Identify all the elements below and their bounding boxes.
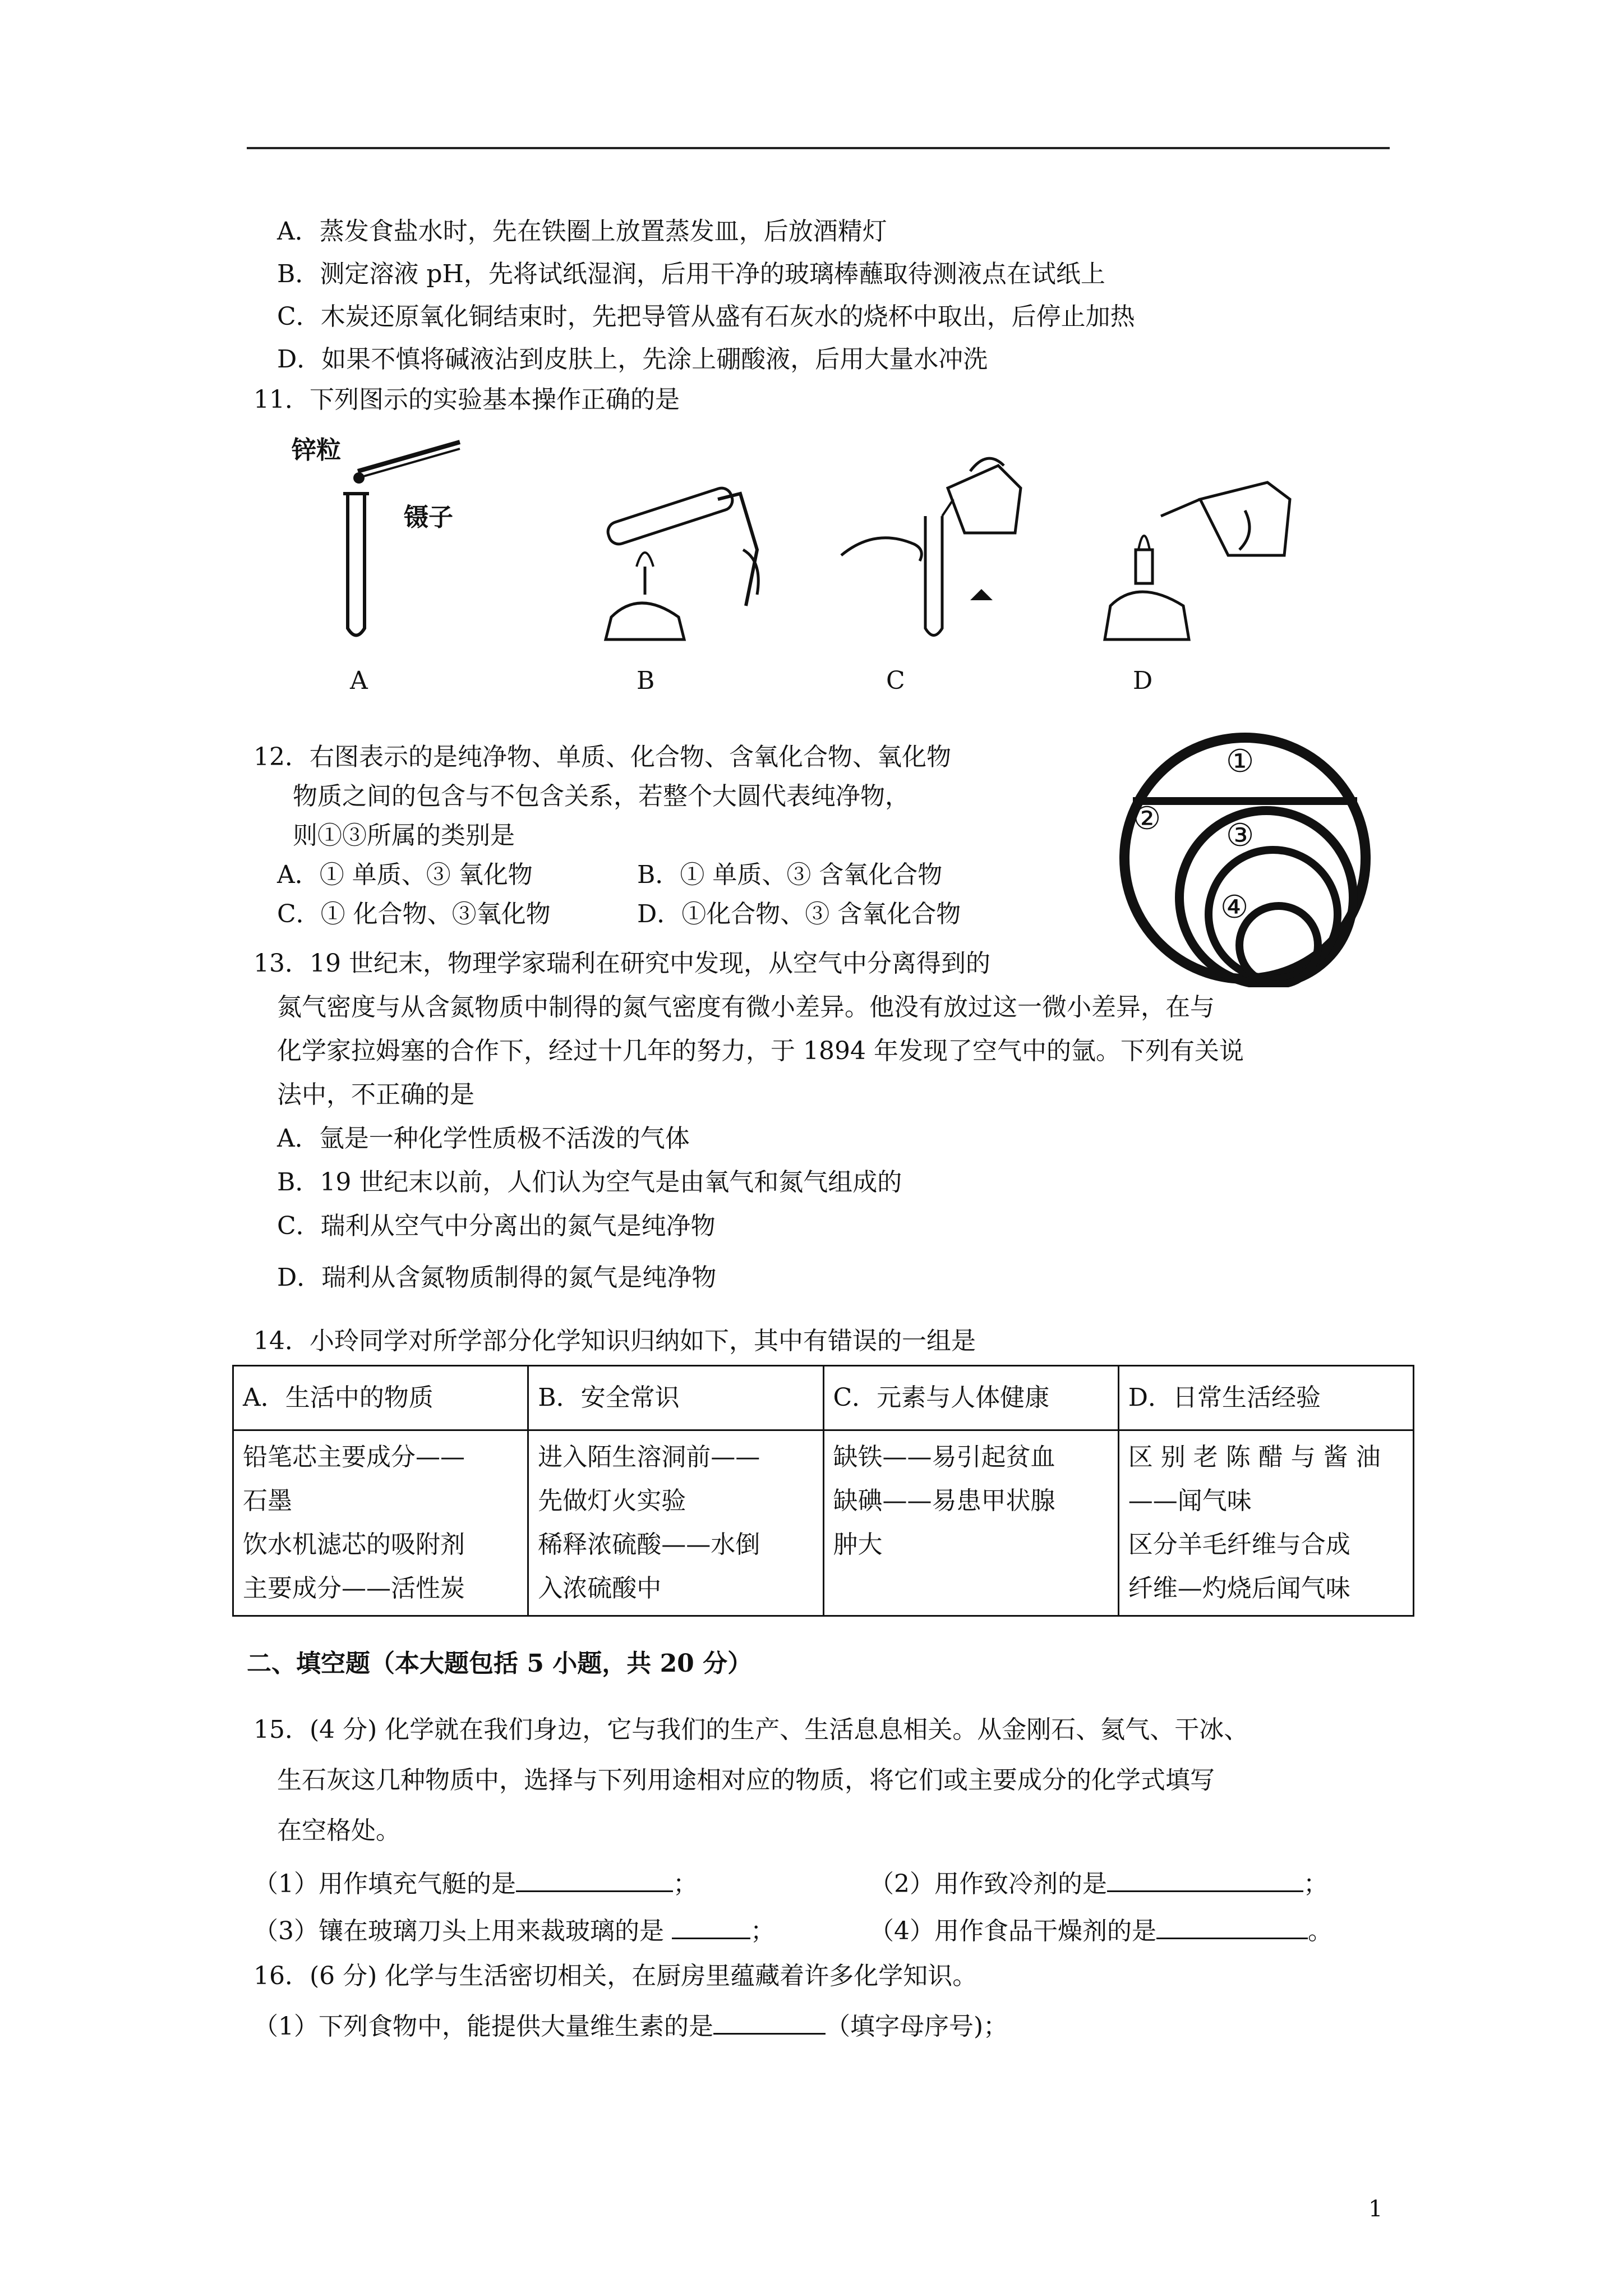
cell-line: ——闻气味 <box>1128 1487 1252 1515</box>
figure-b-heating-icon <box>589 466 791 651</box>
table-header-b: B．安全常识 <box>528 1366 823 1430</box>
q13-line-4: 法中，不正确的是 <box>277 1080 474 1109</box>
q12-line-1: 12．右图表示的是纯净物、单质、化合物、含氧化合物、氧化物 <box>253 743 951 771</box>
table-row <box>233 1430 1414 1616</box>
diagram-label-3: ③ <box>1226 817 1255 854</box>
figure-label-b: B <box>637 666 655 695</box>
q16-line-1: 16．(6 分) 化学与生活密切相关，在厨房里蕴藏着许多化学知识。 <box>253 1962 978 1990</box>
figure-label-d: D <box>1133 666 1153 695</box>
table-cell-a <box>233 1430 528 1616</box>
diagram-label-2: ② <box>1133 800 1161 837</box>
cell-line: 进入陌生溶洞前—— <box>538 1443 760 1471</box>
q15-answer-blank-3[interactable] <box>672 1913 750 1939</box>
q13-option-d: D．瑞利从含氮物质制得的氮气是纯净物 <box>277 1263 717 1292</box>
q15-sub3-text: （3）镶在玻璃刀头上用来裁玻璃的是 <box>253 1917 664 1945</box>
cell-line: 主要成分——活性炭 <box>243 1574 465 1603</box>
q12-line-3: 则①③所属的类别是 <box>293 821 515 850</box>
q16-sub1-text: （1）下列食物中，能提供大量维生素的是 <box>253 2012 713 2041</box>
cell-line: 铅笔芯主要成分—— <box>243 1443 465 1471</box>
cell-line: 石墨 <box>243 1487 292 1515</box>
q15-sub2-text: （2）用作致冷剂的是 <box>869 1870 1107 1898</box>
q12-option-b: B．① 单质、③ 含氧化合物 <box>637 861 943 889</box>
q13-line-3: 化学家拉姆塞的合作下，经过十几年的努力，于 1894 年发现了空气中的氩。下列有关说 <box>277 1037 1244 1065</box>
q14-table <box>232 1365 1414 1617</box>
diagram-label-1: ① <box>1226 743 1255 780</box>
table-cell-b <box>528 1430 823 1616</box>
diagram-label-4: ④ <box>1220 889 1249 926</box>
cell-line: 区 别 老 陈 醋 与 酱 油 <box>1128 1443 1381 1471</box>
q14-stem: 14．小玲同学对所学部分化学知识归纳如下，其中有错误的一组是 <box>253 1327 976 1355</box>
q13-line-1: 13．19 世纪末，物理学家瑞利在研究中发现，从空气中分离得到的 <box>253 949 990 978</box>
q15-line-2: 生石灰这几种物质中，选择与下列用途相对应的物质，将它们或主要成分的化学式填写 <box>277 1766 1215 1795</box>
figure-label-c: C <box>886 666 905 695</box>
cell-line: 缺铁——易引起贫血 <box>833 1443 1055 1471</box>
q13-option-b: B．19 世纪末以前，人们认为空气是由氧气和氮气组成的 <box>277 1168 902 1197</box>
header-rule <box>247 147 1390 149</box>
q10-option-b: B．测定溶液 pH，先将试纸湿润，后用干净的玻璃棒蘸取待测液点在试纸上 <box>277 260 1105 288</box>
q10-option-a: A．蒸发食盐水时，先在铁圈上放置蒸发皿，后放酒精灯 <box>277 217 887 246</box>
q13-line-2: 氮气密度与从含氮物质中制得的氮气密度有微小差异。他没有放过这一微小差异，在与 <box>277 993 1215 1022</box>
q13-option-c: C．瑞利从空气中分离出的氮气是纯净物 <box>277 1212 716 1240</box>
q12-option-d: D．①化合物、③ 含氧化合物 <box>637 900 961 928</box>
q10-option-d: D．如果不慎将碱液沾到皮肤上，先涂上硼酸液，后用大量水冲洗 <box>277 345 988 374</box>
table-header-a: A．生活中的物质 <box>233 1366 528 1430</box>
q15-sub2 <box>869 1866 1328 1900</box>
cell-line: 纤维—灼烧后闻气味 <box>1128 1574 1350 1603</box>
page-number: 1 <box>1368 2196 1383 2222</box>
q12-option-c: C．① 化合物、③氧化物 <box>277 900 551 928</box>
zinc-label: 锌粒 <box>292 436 341 464</box>
cell-line: 区分羊毛纤维与合成 <box>1128 1530 1350 1559</box>
q15-answer-blank-1[interactable] <box>516 1866 673 1892</box>
cell-line: 缺碘——易患甲状腺 <box>833 1487 1055 1515</box>
tweezers-label: 镊子 <box>404 503 453 532</box>
table-header-d: D．日常生活经验 <box>1118 1366 1413 1430</box>
q15-sub4 <box>869 1913 1332 1947</box>
q15-sub1 <box>253 1866 698 1900</box>
q15-line-1: 15．(4 分) 化学就在我们身边，它与我们的生产、生活息息相关。从金刚石、氦气、干冰、 <box>253 1715 1249 1744</box>
table-header-c: C．元素与人体健康 <box>823 1366 1118 1430</box>
q15-sub3 <box>253 1913 775 1947</box>
section-2-title: 二、填空题（本大题包括 5 小题，共 20 分） <box>247 1649 753 1678</box>
semicolon: ； <box>1303 1870 1328 1898</box>
q12-option-a: A．① 单质、③ 氧化物 <box>277 861 533 889</box>
q15-answer-blank-4[interactable] <box>1156 1913 1308 1939</box>
figure-c-pouring-icon <box>830 443 1043 656</box>
figure-label-a: A <box>350 666 368 695</box>
q12-line-2: 物质之间的包含与不包含关系，若整个大圆代表纯净物， <box>293 782 910 811</box>
table-cell-c <box>823 1430 1118 1616</box>
q15-sub1-text: （1）用作填充气艇的是 <box>253 1870 516 1898</box>
figure-d-lighting-lamp-icon <box>1099 477 1301 651</box>
q15-sub4-text: （4）用作食品干燥剂的是 <box>869 1917 1156 1945</box>
semicolon: ； <box>673 1870 698 1898</box>
cell-line: 肿大 <box>833 1530 883 1559</box>
cell-line: 先做灯火实验 <box>538 1487 686 1515</box>
q16-sub1 <box>253 2008 1008 2042</box>
table-header-row <box>233 1366 1414 1430</box>
q11-stem: 11．下列图示的实验基本操作正确的是 <box>253 385 680 414</box>
table-cell-d <box>1118 1430 1413 1616</box>
q15-line-3: 在空格处。 <box>277 1816 400 1845</box>
q16-answer-blank-1[interactable] <box>713 2008 826 2035</box>
cell-line: 入浓硫酸中 <box>538 1574 662 1603</box>
q15-answer-blank-2[interactable] <box>1107 1866 1303 1892</box>
q13-option-a: A．氩是一种化学性质极不活泼的气体 <box>277 1124 690 1153</box>
cell-line: 饮水机滤芯的吸附剂 <box>243 1530 465 1559</box>
q16-sub1-tail: （填字母序号)； <box>826 2012 1008 2041</box>
semicolon: ； <box>750 1917 775 1945</box>
period: 。 <box>1308 1917 1332 1945</box>
cell-line: 稀释浓硫酸——水倒 <box>538 1530 760 1559</box>
q10-option-c: C．木炭还原氧化铜结束时，先把导管从盛有石灰水的烧杯中取出，后停止加热 <box>277 302 1135 331</box>
